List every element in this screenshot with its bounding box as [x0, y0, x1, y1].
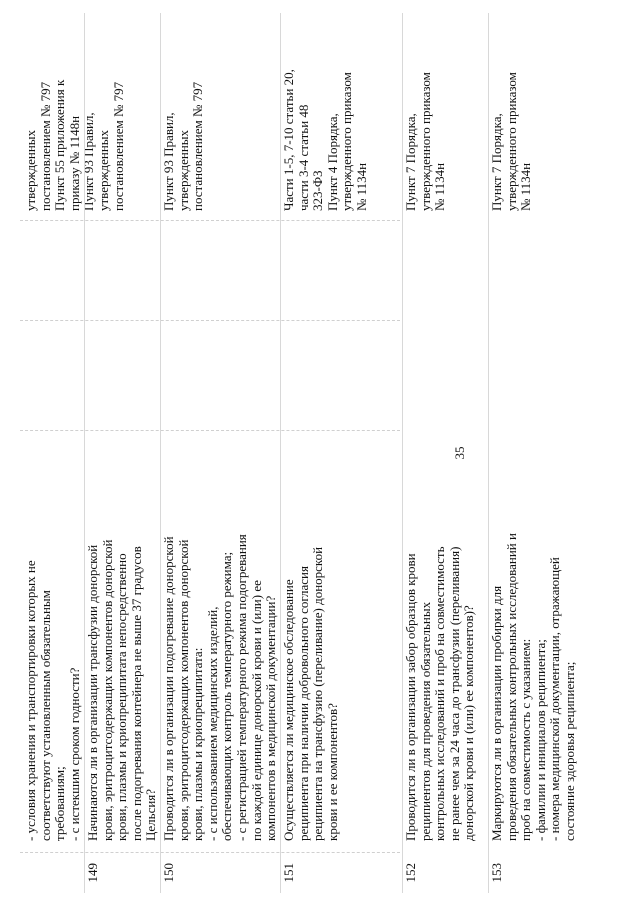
reference-cell-150 — [162, 11, 206, 211]
reference-cell-151 — [282, 11, 370, 211]
question-line: реципиента на трансфузию (переливание) донорской — [310, 546, 326, 841]
reference-line: приказу № 1148н — [66, 115, 82, 211]
reference-line: части 3-4 статьи 48 — [295, 104, 311, 211]
question-line: контрольных исследований и проб на совместимость — [432, 546, 448, 841]
row-number-152: 152 — [403, 863, 418, 883]
question-line: донорской крови и (или) ее компонентов)? — [461, 605, 477, 841]
reference-line: утвержденного приказом — [503, 72, 519, 211]
question-line: - номера медицинской документации, отражающей — [547, 557, 563, 841]
question-line: крови, плазмы и криопреципитата непосредственно — [114, 553, 130, 841]
reference-cell-153 — [490, 11, 534, 211]
question-line: соответствуют установленным обязательным — [37, 590, 53, 841]
reference-line: 323-ФЗ — [310, 170, 326, 211]
column-divider-middle — [20, 320, 400, 321]
reference-line: постановлением № 797 — [110, 81, 126, 211]
question-line: - с использованием медицинских изделий, — [204, 606, 220, 841]
question-line: крови и ее компонентов? — [324, 703, 340, 841]
reference-line: № 1134н — [518, 162, 534, 211]
reference-line: Части 1-5, 7-10 статьи 20, — [281, 69, 296, 211]
question-line: реципиента при наличии добровольного согласия — [295, 566, 311, 841]
rotated-table-canvas — [20, 13, 620, 893]
question-line: проб на совместимость с указанием: — [518, 638, 534, 841]
reference-line: утвержденных — [175, 129, 191, 211]
question-line: - с регистрацией температурного режима подогревания — [233, 534, 249, 841]
reference-line: Пункт 93 Правил, — [81, 112, 97, 211]
question-line: после подогревания контейнера не выше 37 градусов — [128, 546, 144, 841]
reference-cell-cont — [24, 11, 126, 211]
question-line: Начинаются ли в организации трансфузии донорской — [85, 544, 100, 841]
column-divider-reference — [20, 220, 400, 221]
question-cell-153 — [490, 441, 578, 841]
column-divider-question — [20, 430, 400, 431]
column-divider-number — [20, 852, 400, 853]
reference-line: Пункт 55 приложения к — [52, 79, 68, 211]
question-line: компонентов в медицинской документации? — [263, 595, 279, 841]
question-line: Осуществляется ли медицинское обследование — [281, 579, 296, 841]
question-line: крови, эритроцитсодержащих компонентов донорской — [99, 539, 115, 841]
question-cell-151 — [282, 441, 340, 841]
question-cell-152 — [404, 441, 477, 841]
page-number: 35 — [452, 446, 467, 460]
question-line: не ранее чем за 24 часа до трансфузии (переливания) — [446, 546, 462, 841]
reference-line: утвержденных — [23, 129, 38, 211]
reference-line: утвержденного приказом — [417, 72, 433, 211]
question-line: по каждой единице донорской крови и (или) ее — [248, 580, 264, 841]
question-line: реципиентов для проведения обязательных — [417, 601, 433, 841]
reference-line: Пункт 7 Порядка, — [403, 113, 418, 211]
reference-line: постановлением № 797 — [37, 81, 53, 211]
reference-line: утвержденных — [95, 129, 111, 211]
reference-line: утвержденного приказом — [339, 72, 355, 211]
question-line: Проводится ли в организации забор образцов крови — [403, 553, 418, 841]
question-cell-149 — [86, 441, 159, 841]
question-line: Маркируются ли в организации пробирки для — [489, 585, 504, 841]
question-line: Проводится ли в организации подогревание донорской — [161, 536, 176, 841]
row-number-151: 151 — [281, 863, 296, 883]
reference-line: Пункт 7 Порядка, — [489, 113, 504, 211]
row-number-150: 150 — [161, 863, 176, 883]
question-line: крови, эритроцитсодержащих компонентов донорской — [175, 539, 191, 841]
question-line: - условия хранения и транспортировки которых не — [23, 560, 38, 841]
reference-cell-152 — [404, 11, 448, 211]
question-line: крови, плазмы и криопреципитата: — [190, 647, 206, 841]
reference-line: Пункт 93 Правил, — [161, 112, 176, 211]
question-line: состояние здоровья реципиента; — [561, 661, 577, 841]
reference-line: Пункт 4 Порядка, — [324, 113, 340, 211]
question-line: - с истекшим сроком годности? — [66, 667, 82, 841]
question-cell-150 — [162, 441, 279, 841]
row-number-149: 149 — [85, 863, 100, 883]
question-line: проведения обязательных контрольных исследований и — [503, 533, 519, 841]
question-line: требованиям; — [52, 766, 68, 841]
question-cell-cont — [24, 441, 82, 841]
reference-line: № 1134н — [432, 162, 448, 211]
question-line: - фамилии и инициалов реципиента; — [532, 639, 548, 841]
question-line: обеспечивающих контроль температурного режима; — [219, 551, 235, 841]
reference-line: постановлением № 797 — [190, 81, 206, 211]
reference-line: № 1134н — [353, 162, 369, 211]
question-line: Цельсия? — [143, 788, 159, 841]
row-number-153: 153 — [489, 863, 504, 883]
